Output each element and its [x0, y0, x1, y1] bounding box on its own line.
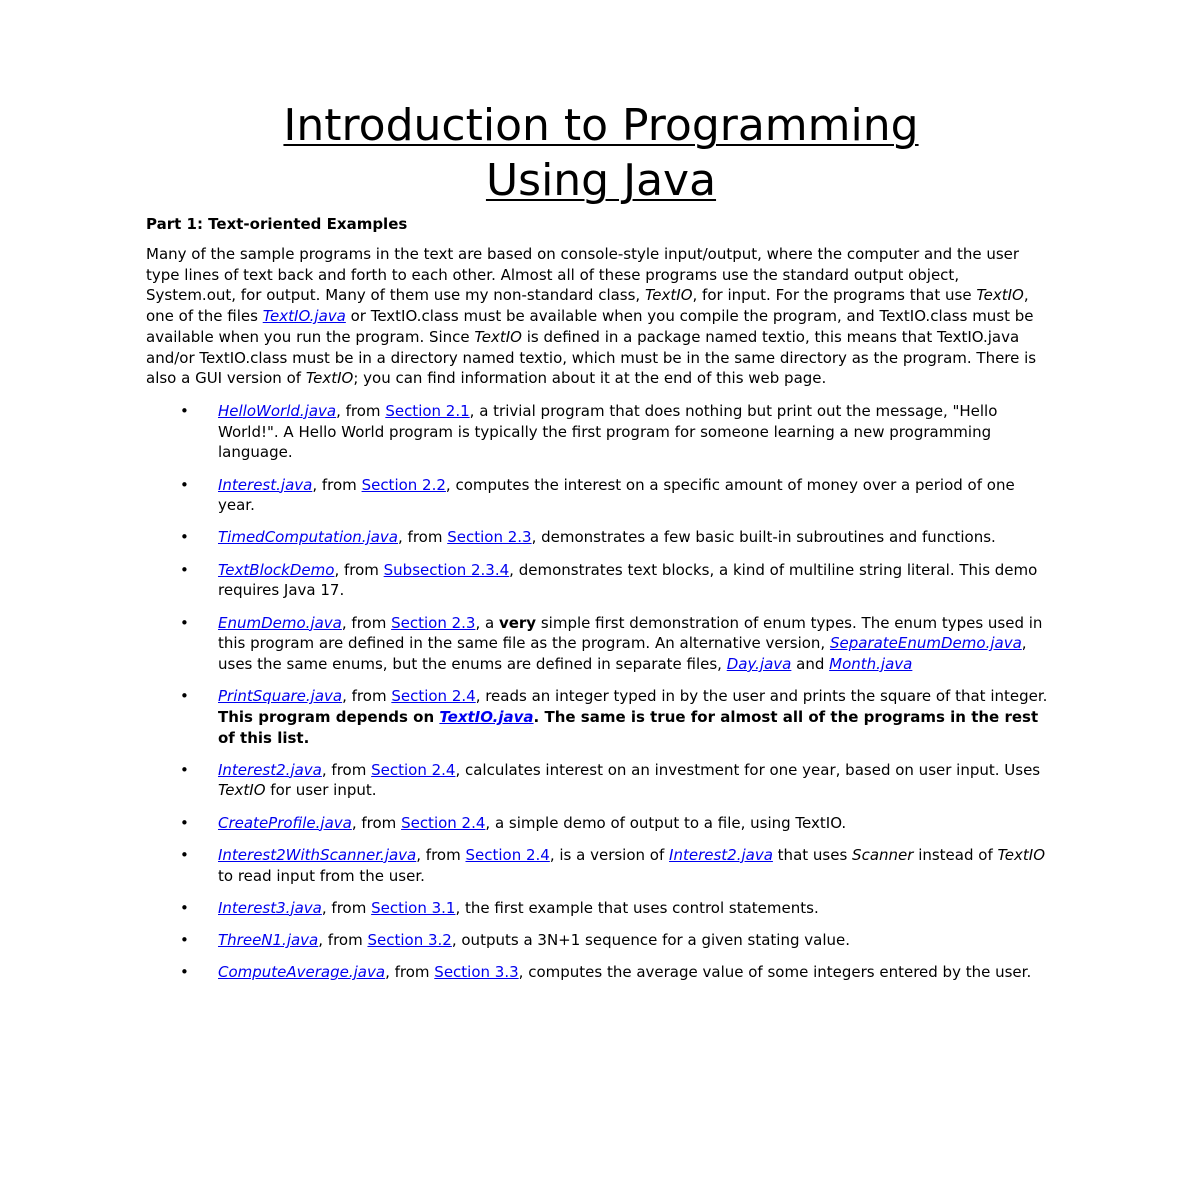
list-item [146, 613, 1056, 675]
list-item [146, 475, 1056, 516]
list-item [146, 930, 1056, 951]
bullet-icon: • [180, 898, 189, 917]
item-description: simple first demonstration of enum types. The enum types used in this program are defined in the same file as the program. An alternative version, [218, 613, 1043, 653]
item-description: that uses [772, 845, 853, 864]
textio-name: TextIO [474, 327, 522, 346]
file-link[interactable]: CreateProfile.java [218, 813, 352, 832]
interest2-java-link[interactable]: Interest2.java [669, 845, 773, 864]
from-text: , from [351, 813, 402, 832]
section-link[interactable]: Section 2.1 [385, 401, 470, 420]
bullet-icon: • [180, 845, 189, 864]
bullet-icon: • [180, 760, 189, 779]
item-description: for user input. [265, 781, 377, 800]
intro-text-4: or TextIO.class must be available when you compile the program, and TextIO.class must be available when you run the program. Since [146, 307, 1034, 346]
from-text: , from [385, 963, 435, 982]
item-description: , a [475, 613, 499, 632]
from-text: , from [334, 560, 384, 579]
item-description: , demonstrates a few basic built-in subroutines and functions. [531, 528, 996, 547]
item-description: , uses the same enums, but the enums are defined in separate files, [218, 634, 1027, 673]
bullet-icon: • [180, 528, 189, 547]
list-item [146, 686, 1056, 748]
bullet-icon: • [180, 813, 189, 832]
intro-text-2: , for input. For the programs that use [692, 286, 977, 305]
item-description: , is a version of [549, 845, 670, 864]
item-description: , a trivial program that does nothing but print out the message, "Hello World!". A Hello World program is typically the first program for someone learning a new programming language. [218, 401, 998, 462]
section-link[interactable]: Section 2.4 [401, 813, 486, 832]
document-page [146, 98, 1056, 994]
list-item [146, 813, 1056, 834]
bullet-icon: • [180, 613, 189, 632]
section-link[interactable]: Section 2.4 [371, 760, 456, 779]
section-link[interactable]: Section 3.2 [367, 930, 452, 949]
list-item [146, 898, 1056, 919]
from-text: , from [398, 528, 448, 547]
section-link[interactable]: Section 2.2 [361, 475, 446, 494]
section-link[interactable]: Section 2.3 [447, 528, 532, 547]
page-title [146, 98, 1056, 208]
file-link[interactable]: Interest2WithScanner.java [218, 845, 417, 864]
file-link[interactable]: TextBlockDemo [218, 560, 335, 579]
from-text: , from [321, 760, 372, 779]
item-description: , computes the interest on a specific amount of money over a period of one year. [218, 475, 1015, 515]
bullet-icon: • [180, 963, 189, 982]
list-item [146, 527, 1056, 548]
from-text: , from [416, 845, 466, 864]
from-text: , from [341, 613, 392, 632]
part-heading: Part 1: Text-oriented Examples [146, 215, 408, 233]
textio-java-link[interactable]: TextIO.java [439, 707, 534, 726]
textio-name: TextIO [218, 781, 266, 800]
textio-name: TextIO [305, 369, 354, 388]
intro-text-6: ; you can find information about it at the end of this web page. [353, 369, 827, 388]
file-link[interactable]: ThreeN1.java [218, 930, 319, 949]
file-link[interactable]: Interest3.java [218, 898, 322, 917]
section-link[interactable]: Subsection 2.3.4 [383, 560, 510, 579]
section-link[interactable]: Section 3.1 [371, 898, 456, 917]
section-link[interactable]: Section 2.3 [391, 613, 476, 632]
list-item [146, 401, 1056, 463]
textio-java-link[interactable]: TextIO.java [262, 307, 346, 326]
file-link[interactable]: Interest2.java [218, 760, 322, 779]
file-link[interactable]: TimedComputation.java [218, 528, 398, 547]
item-description: , reads an integer typed in by the user and prints the square of that integer. [475, 687, 1048, 706]
from-text: , from [318, 930, 368, 949]
bullet-icon: • [180, 930, 189, 949]
list-item [146, 760, 1056, 801]
title-line-2: Using Java [485, 155, 717, 206]
intro-paragraph [146, 244, 1046, 389]
list-item [146, 962, 1056, 983]
item-description: , the first example that uses control statements. [455, 898, 819, 917]
bullet-icon: • [180, 687, 189, 706]
item-description: , a simple demo of output to a file, using TextIO. [485, 813, 847, 832]
day-java-link[interactable]: Day.java [726, 654, 792, 673]
bold-note: . The same is true for almost all of the programs in the rest of this list. [218, 707, 1039, 747]
section-link[interactable]: Section 2.4 [465, 845, 550, 864]
section-link[interactable]: Section 2.4 [391, 687, 476, 706]
section-link[interactable]: Section 3.3 [434, 963, 519, 982]
textio-name: TextIO [976, 286, 1024, 305]
bullet-icon: • [180, 401, 189, 420]
and-text: and [791, 654, 830, 673]
emphasis-very: very [498, 613, 537, 632]
bullet-icon: • [180, 560, 189, 579]
file-link[interactable]: PrintSquare.java [218, 687, 343, 706]
from-text: , from [336, 401, 386, 420]
bullet-icon: • [180, 475, 189, 494]
list-item [146, 845, 1056, 886]
scanner-name: Scanner [852, 845, 914, 864]
from-text: , from [312, 475, 362, 494]
item-description: instead of [913, 845, 998, 864]
file-link[interactable]: Interest.java [218, 475, 313, 494]
file-link[interactable]: ComputeAverage.java [218, 963, 386, 982]
alt-file-link[interactable]: SeparateEnumDemo.java [829, 634, 1022, 653]
list-item [146, 560, 1056, 601]
file-link[interactable]: EnumDemo.java [218, 613, 342, 632]
from-text: , from [321, 898, 372, 917]
item-description: , demonstrates text blocks, a kind of multiline string literal. This demo requires Java 17. [218, 560, 1038, 600]
item-description: , calculates interest on an investment for one year, based on user input. Uses [455, 760, 1041, 779]
title-line-1: Introduction to Programming [283, 100, 919, 151]
intro-text-5: is defined in a package named textio, this means that TextIO.java and/or TextIO.class must be in a directory named textio, which must be in the same directory as the program. There is also a GUI version of [146, 327, 1037, 388]
file-link[interactable]: HelloWorld.java [218, 401, 337, 420]
item-description: to read input from the user. [218, 866, 425, 885]
bold-note: This program depends on [218, 707, 440, 726]
from-text: , from [342, 687, 392, 706]
month-java-link[interactable]: Month.java [829, 654, 913, 673]
intro-text-1: Many of the sample programs in the text are based on console-style input/output, where the computer and the user type lines of text back and forth to each other. Almost all of these programs use the standard output object, System.out, for output. Many of them use my non-standard class, [146, 245, 1020, 305]
item-description: , outputs a 3N+1 sequence for a given stating value. [451, 930, 850, 949]
intro-text-3: , one of the files [146, 286, 1029, 326]
example-list [146, 401, 1056, 983]
textio-name: TextIO [997, 845, 1046, 864]
textio-name: TextIO [644, 286, 693, 305]
item-description: , computes the average value of some integers entered by the user. [518, 963, 1032, 982]
